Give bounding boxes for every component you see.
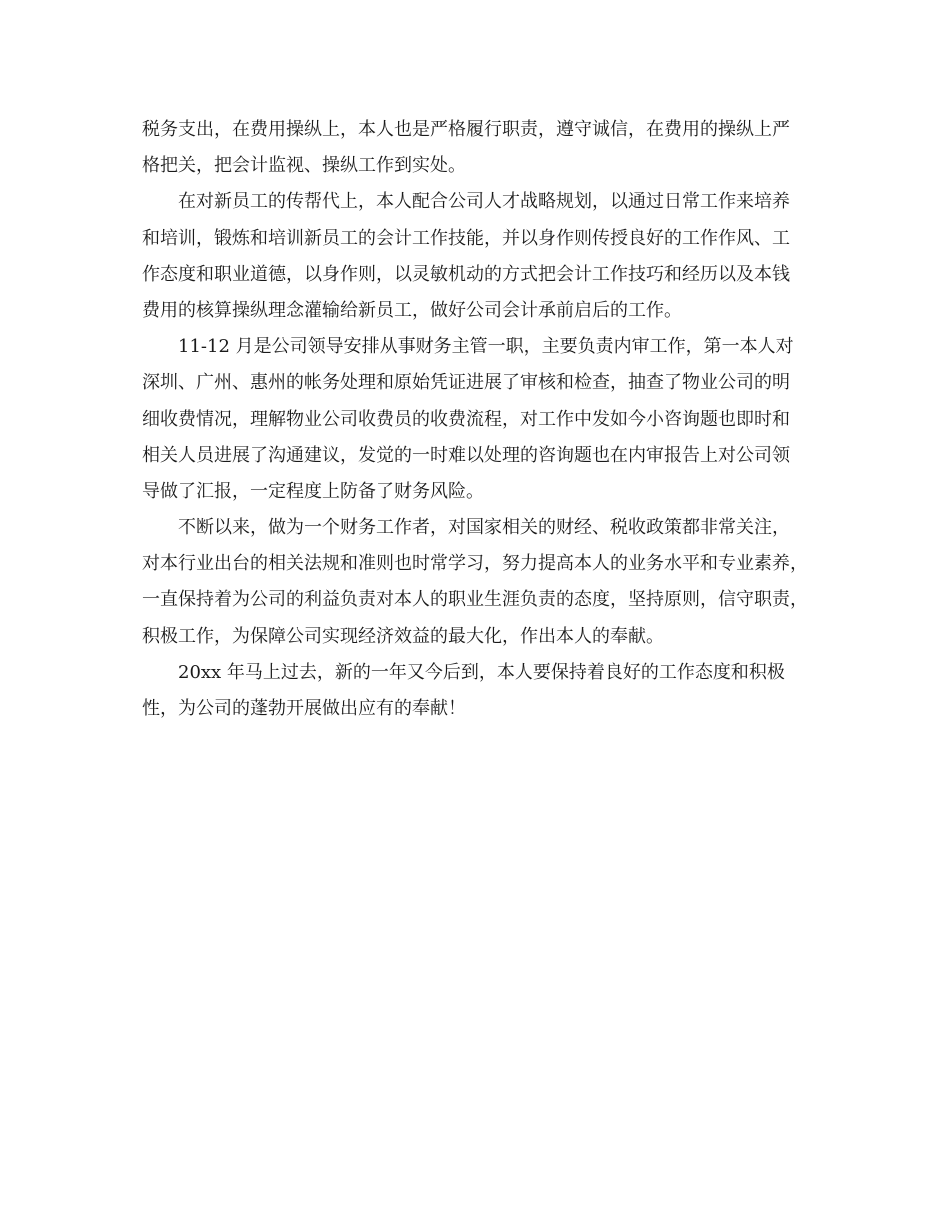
paragraph-3-line-4: 相关人员进展了沟通建议，发觉的一时难以处理的咨询题也在内审报告上对公司领 bbox=[142, 444, 790, 466]
paragraph-3-line-5: 导做了汇报，一定程度上防备了财务风险。 bbox=[142, 480, 484, 502]
paragraph-2-line-2: 和培训，锻炼和培训新员工的会计工作技能，并以身作则传授良好的工作作风、工 bbox=[142, 227, 790, 249]
paragraph-4-line-1: 不断以来，做为一个财务工作者，对国家相关的财经、税收政策都非常关注， bbox=[178, 517, 790, 539]
paragraph-3-line-1: 11-12 月是公司领导安排从事财务主管一职，主要负责内审工作，第一本人对 bbox=[178, 336, 794, 358]
paragraph-5-line-2: 性，为公司的蓬勃开展做出应有的奉献！ bbox=[142, 698, 466, 719]
paragraph-3-line-2: 深圳、广州、惠州的帐务处理和原始凭证进展了审核和检查，抽查了物业公司的明 bbox=[142, 372, 790, 394]
paragraph-3-line-3: 细收费情况，理解物业公司收费员的收费流程，对工作中发如今小咨询题也即时和 bbox=[142, 408, 790, 430]
document-body bbox=[142, 112, 812, 727]
paragraph-5-line-1: 20xx 年马上过去，新的一年又今后到，本人要保持着良好的工作态度和积极 bbox=[178, 661, 785, 683]
paragraph-4-line-3: 一直保持着为公司的利益负责对本人的职业生涯负责的态度，坚持原则，信守职责， bbox=[142, 589, 808, 611]
paragraph-4-line-2: 对本行业出台的相关法规和准则也时常学习，努力提高本人的业务水平和专业素养， bbox=[142, 553, 808, 575]
paragraph-2-line-1: 在对新员工的传帮代上，本人配合公司人才战略规划，以通过日常工作来培养 bbox=[178, 191, 790, 213]
paragraph-1-line-2: 格把关，把会计监视、操纵工作到实处。 bbox=[142, 155, 466, 177]
paragraph-2-line-3: 作态度和职业道德，以身作则，以灵敏机动的方式把会计工作技巧和经历以及本钱 bbox=[142, 263, 790, 285]
paragraph-1-line-1: 税务支出，在费用操纵上，本人也是严格履行职责，遵守诚信，在费用的操纵上严 bbox=[142, 119, 790, 140]
paragraph-2-line-4: 费用的核算操纵理念灌输给新员工，做好公司会计承前启后的工作。 bbox=[142, 299, 682, 321]
paragraph-4-line-4: 积极工作，为保障公司实现经济效益的最大化，作出本人的奉献。 bbox=[142, 625, 664, 647]
